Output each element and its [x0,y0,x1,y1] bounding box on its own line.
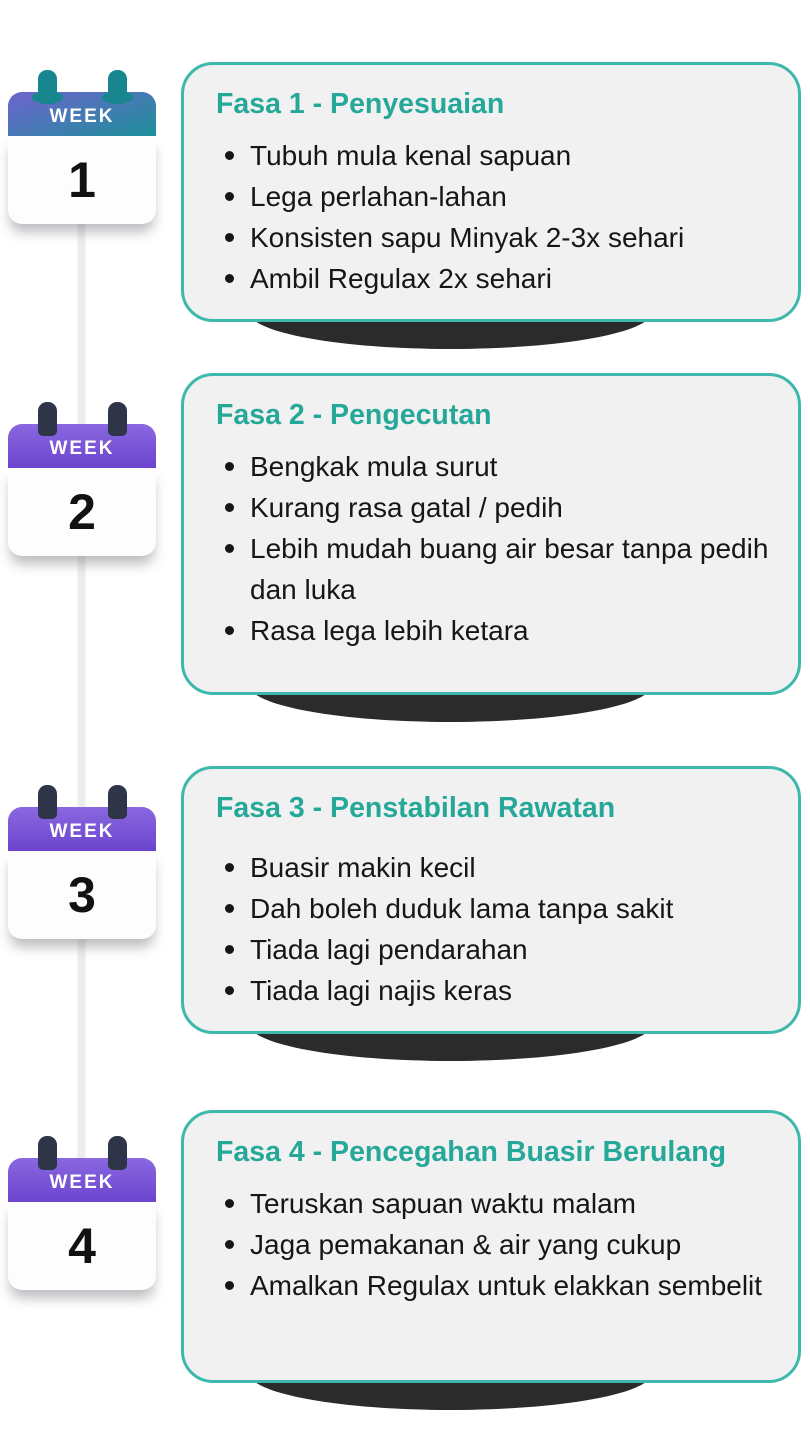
calendar-ring-icon [38,785,57,819]
bullet-item: Tubuh mula kenal sapuan [220,135,771,176]
bullet-item: Lebih mudah buang air besar tanpa pedih dan luka [220,528,771,610]
week-label: WEEK [49,1172,115,1193]
phase-title: Fasa 1 - Penyesuaian [216,88,505,120]
bullet-item: Tiada lagi najis keras [220,970,771,1011]
card-panel [181,62,801,322]
week-number: 3 [68,867,96,923]
phase-bullet-list [220,135,771,299]
calendar-header [8,92,156,136]
week-4-calendar-icon [8,1136,156,1290]
phase-title: Fasa 2 - Pengecutan [216,399,492,431]
bullet-item: Lega perlahan-lahan [220,176,771,217]
week-number: 2 [68,484,96,540]
calendar-header [8,1158,156,1202]
phase-1-card [181,62,801,322]
bullet-item: Jaga pemakanan & air yang cukup [220,1224,771,1265]
calendar-header [8,424,156,468]
week-3-calendar-icon [8,785,156,939]
week-label: WEEK [49,438,115,459]
bullet-item: Ambil Regulax 2x sehari [220,258,771,299]
phase-bullet-list [220,847,771,1011]
calendar-ring-icon [108,785,127,819]
week-1-calendar-icon [8,70,156,224]
phase-4-card [181,1110,801,1383]
calendar-body [8,468,156,556]
bullet-item: Buasir makin kecil [220,847,771,888]
week-2-calendar-icon [8,402,156,556]
calendar-header [8,807,156,851]
phase-bullet-list [220,446,771,651]
phase-2-card [181,373,801,695]
bullet-item: Teruskan sapuan waktu malam [220,1183,771,1224]
week-number: 4 [68,1218,96,1274]
phase-bullet-list [220,1183,771,1306]
bullet-item: Kurang rasa gatal / pedih [220,487,771,528]
card-panel [181,766,801,1034]
bullet-item: Bengkak mula surut [220,446,771,487]
bullet-item: Rasa lega lebih ketara [220,610,771,651]
week-number: 1 [68,152,96,208]
calendar-ring-icon [38,1136,57,1170]
phase-title: Fasa 4 - Pencegahan Buasir Berulang [216,1136,727,1168]
calendar-ring-icon [108,70,127,104]
bullet-item: Tiada lagi pendarahan [220,929,771,970]
bullet-item: Dah boleh duduk lama tanpa sakit [220,888,771,929]
bullet-item: Konsisten sapu Minyak 2-3x sehari [220,217,771,258]
calendar-body [8,851,156,939]
phase-3-card [181,766,801,1034]
calendar-body [8,136,156,224]
timeline-connector-line [79,155,84,1165]
calendar-body [8,1202,156,1290]
calendar-ring-icon [108,1136,127,1170]
calendar-ring-icon [38,70,57,104]
phase-title: Fasa 3 - Penstabilan Rawatan [216,792,616,824]
bullet-item: Amalkan Regulax untuk elakkan sembelit [220,1265,771,1306]
week-label: WEEK [49,106,115,127]
calendar-ring-icon [108,402,127,436]
calendar-ring-icon [38,402,57,436]
card-panel [181,373,801,695]
card-panel [181,1110,801,1383]
week-label: WEEK [49,821,115,842]
